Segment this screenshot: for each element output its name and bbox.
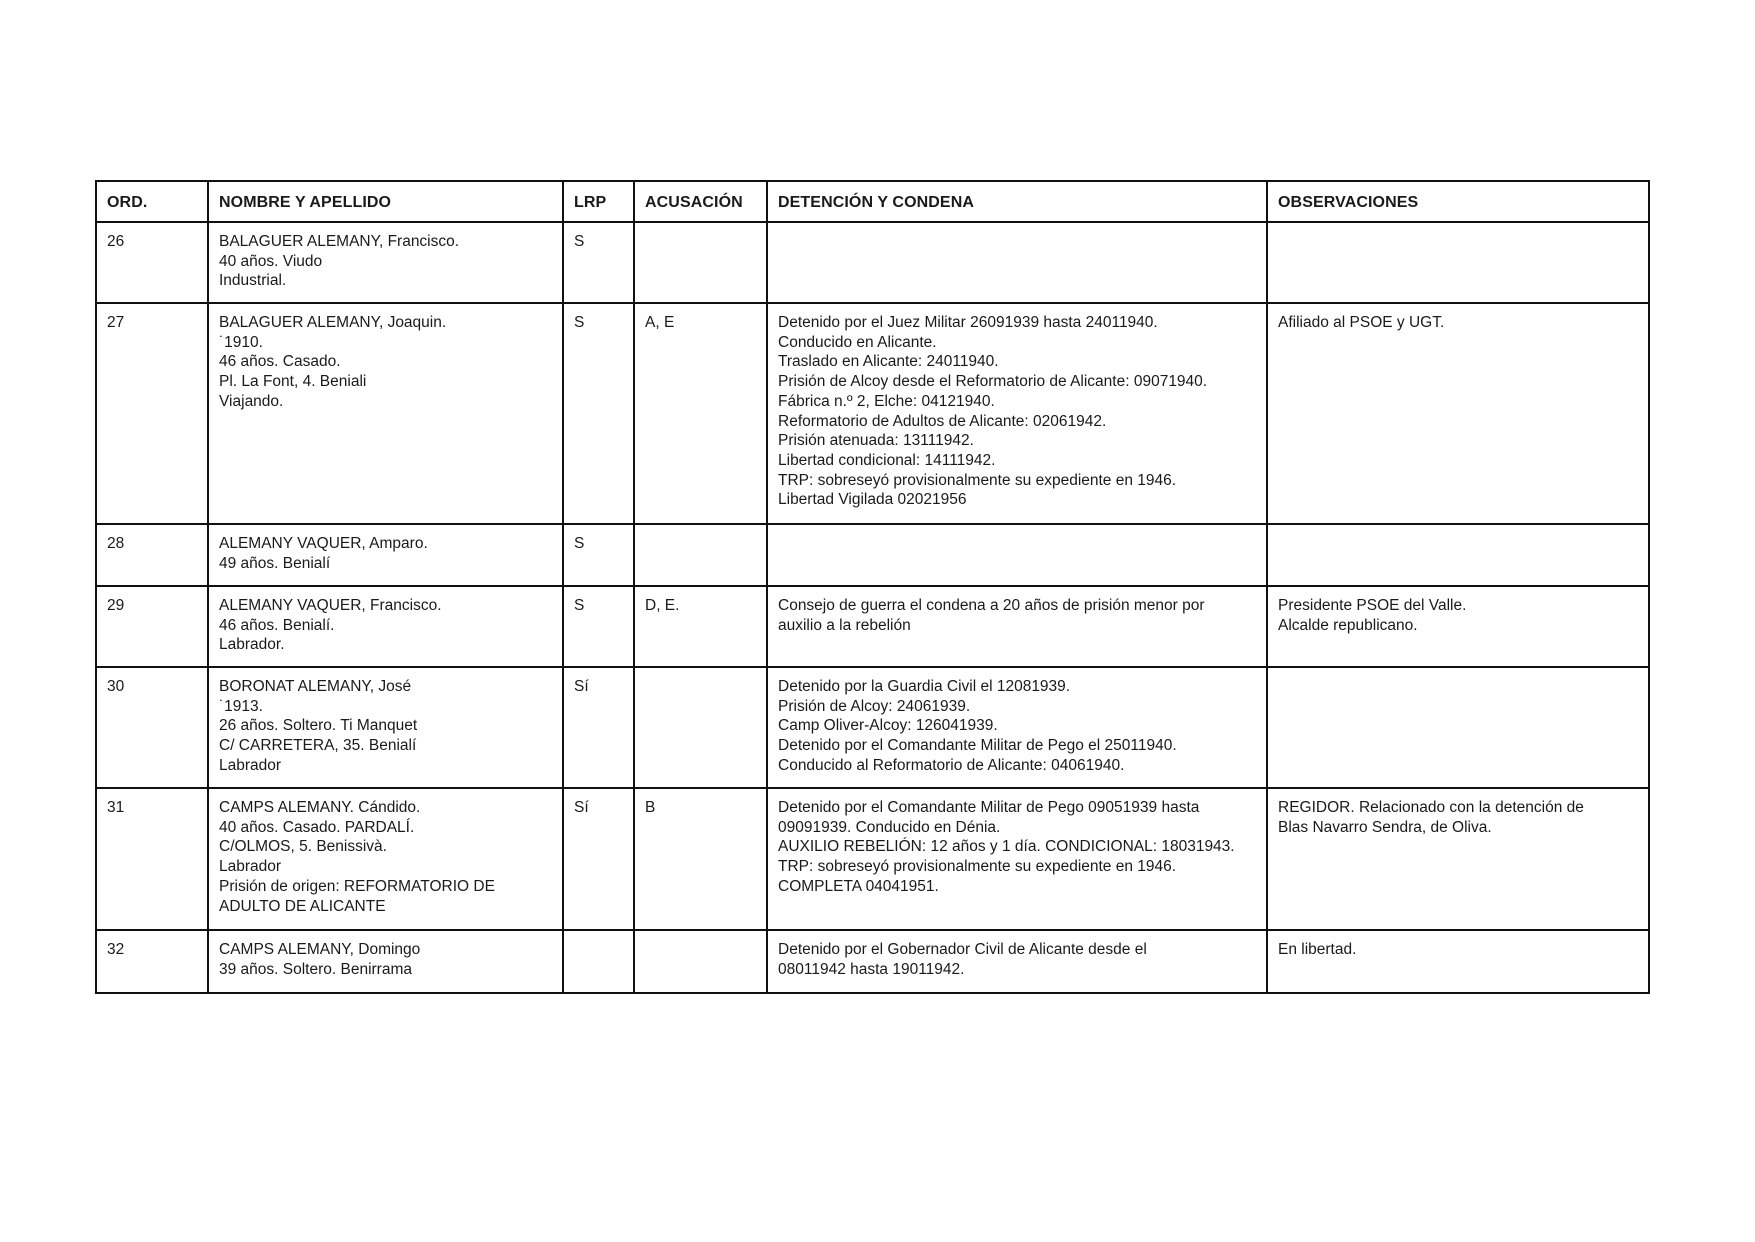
- cell-detencion-line: Detenido por el Juez Militar 26091939 hasta 24011940.: [778, 314, 1158, 331]
- cell-nombre-line: Prisión de origen: REFORMATORIO DE: [219, 877, 495, 895]
- cell-detencion-line: Detenido por el Comandante Militar de Pego el 25011940.: [778, 737, 1177, 755]
- cell-nombre: [208, 930, 563, 993]
- cell-observaciones-line: REGIDOR. Relacionado con la detención de: [1278, 799, 1584, 816]
- cell-nombre-line: ALEMANY VAQUER, Francisco.: [219, 597, 442, 614]
- cell-detencion-line: Conducido en Alicante.: [778, 333, 937, 351]
- cell-nombre-line: 40 años. Casado. PARDALÍ.: [219, 818, 415, 836]
- cell-lrp: S: [563, 222, 634, 303]
- cell-nombre-line: 26 años. Soltero. Ti Manquet: [219, 717, 418, 735]
- cell-detencion-line: TRP: sobreseyó provisionalmente su expediente en 1946.: [778, 858, 1177, 876]
- cell-nombre-line: C/ CARRETERA, 35. Benialí: [219, 737, 417, 755]
- cell-nombre-line: Pl. La Font, 4. Beniali: [219, 373, 367, 391]
- table-body: [96, 222, 1649, 993]
- cell-ord: 32: [96, 930, 208, 993]
- cell-observaciones: [1267, 524, 1649, 586]
- cell-detencion-line: Prisión atenuada: 13111942.: [778, 432, 974, 450]
- cell-detencion-line: AUXILIO REBELIÓN: 12 años y 1 día. CONDICIONAL: 18031943.: [778, 838, 1235, 856]
- cell-nombre: [208, 586, 563, 667]
- cell-detencion-line: Camp Oliver-Alcoy: 126041939.: [778, 717, 998, 735]
- cell-ord: 26: [96, 222, 208, 303]
- cell-nombre-line: ˙1910.: [219, 333, 263, 351]
- cell-lrp: S: [563, 303, 634, 524]
- cell-nombre-line: 46 años. Casado.: [219, 353, 341, 371]
- header-nombre: NOMBRE Y APELLIDO: [208, 181, 563, 222]
- header-lrp: LRP: [563, 181, 634, 222]
- cell-lrp: Sí: [563, 667, 634, 788]
- cell-nombre: [208, 788, 563, 930]
- table-row: [96, 303, 1649, 524]
- cell-nombre-line: ADULTO DE ALICANTE: [219, 897, 386, 915]
- cell-ord: 28: [96, 524, 208, 586]
- cell-detencion-line: Detenido por el Comandante Militar de Pego 09051939 hasta: [778, 799, 1200, 816]
- cell-observaciones-line: Presidente PSOE del Valle.: [1278, 597, 1467, 614]
- cell-nombre-line: CAMPS ALEMANY, Domingo: [219, 941, 421, 958]
- cell-acusacion: [634, 524, 767, 586]
- cell-nombre-line: Labrador: [219, 858, 282, 876]
- cell-detencion-line: 08011942 hasta 19011942.: [778, 960, 965, 978]
- cell-detencion: [767, 524, 1267, 586]
- cell-observaciones-line: Blas Navarro Sendra, de Oliva.: [1278, 818, 1492, 836]
- header-observaciones: OBSERVACIONES: [1267, 181, 1649, 222]
- cell-nombre-line: 40 años. Viudo: [219, 252, 323, 270]
- table-row: [96, 667, 1649, 788]
- cell-detencion: [767, 222, 1267, 303]
- cell-nombre-line: CAMPS ALEMANY. Cándido.: [219, 799, 421, 816]
- cell-nombre-line: BALAGUER ALEMANY, Joaquin.: [219, 314, 447, 331]
- cell-detencion-line: Detenido por el Gobernador Civil de Alicante desde el: [778, 941, 1147, 958]
- cell-observaciones-line: Alcalde republicano.: [1278, 616, 1418, 634]
- cell-nombre-line: BORONAT ALEMANY, José: [219, 678, 412, 695]
- cell-detencion: [767, 788, 1267, 930]
- table-row: [96, 524, 1649, 586]
- cell-nombre-line: Industrial.: [219, 272, 287, 290]
- table-row: [96, 586, 1649, 667]
- cell-detencion: [767, 303, 1267, 524]
- cell-nombre-line: ALEMANY VAQUER, Amparo.: [219, 535, 428, 552]
- cell-lrp: S: [563, 586, 634, 667]
- cell-detencion-line: COMPLETA 04041951.: [778, 877, 939, 895]
- cell-acusacion: [634, 667, 767, 788]
- records-table: [95, 180, 1650, 994]
- cell-nombre-line: 46 años. Benialí.: [219, 616, 335, 634]
- header-row: [96, 181, 1649, 222]
- cell-detencion: [767, 930, 1267, 993]
- cell-nombre-line: BALAGUER ALEMANY, Francisco.: [219, 233, 460, 250]
- cell-detencion-line: Traslado en Alicante: 24011940.: [778, 353, 999, 371]
- table-row: [96, 788, 1649, 930]
- table-row: [96, 222, 1649, 303]
- cell-acusacion: A, E: [634, 303, 767, 524]
- table-row: [96, 930, 1649, 993]
- cell-nombre-line: C/OLMOS, 5. Benissivà.: [219, 838, 387, 856]
- cell-observaciones: [1267, 788, 1649, 930]
- cell-lrp: Sí: [563, 788, 634, 930]
- cell-nombre: [208, 222, 563, 303]
- cell-detencion-line: Detenido por la Guardia Civil el 12081939.: [778, 678, 1071, 695]
- cell-observaciones: [1267, 303, 1649, 524]
- cell-ord: 30: [96, 667, 208, 788]
- cell-detencion-line: Conducido al Reformatorio de Alicante: 04061940.: [778, 756, 1125, 774]
- cell-detencion-line: auxilio a la rebelión: [778, 616, 911, 634]
- cell-detencion-line: Prisión de Alcoy: 24061939.: [778, 697, 971, 715]
- cell-nombre-line: ˙1913.: [219, 697, 263, 715]
- cell-nombre: [208, 524, 563, 586]
- cell-observaciones: [1267, 586, 1649, 667]
- cell-acusacion: B: [634, 788, 767, 930]
- cell-nombre-line: Labrador: [219, 756, 282, 774]
- cell-ord: 31: [96, 788, 208, 930]
- cell-nombre-line: Viajando.: [219, 392, 284, 410]
- cell-detencion-line: Reformatorio de Adultos de Alicante: 02061942.: [778, 412, 1107, 430]
- cell-detencion-line: Prisión de Alcoy desde el Reformatorio de Alicante: 09071940.: [778, 373, 1208, 391]
- cell-lrp: [563, 930, 634, 993]
- cell-ord: 29: [96, 586, 208, 667]
- cell-detencion-line: Libertad condicional: 14111942.: [778, 451, 996, 469]
- cell-observaciones: [1267, 930, 1649, 993]
- header-ord: ORD.: [96, 181, 208, 222]
- cell-detencion-line: Libertad Vigilada 02021956: [778, 491, 967, 509]
- cell-observaciones: [1267, 667, 1649, 788]
- cell-observaciones: [1267, 222, 1649, 303]
- cell-acusacion: [634, 930, 767, 993]
- cell-acusacion: [634, 222, 767, 303]
- cell-observaciones-line: En libertad.: [1278, 941, 1357, 958]
- cell-acusacion: D, E.: [634, 586, 767, 667]
- cell-detencion-line: 09091939. Conducido en Dénia.: [778, 818, 1001, 836]
- cell-ord: 27: [96, 303, 208, 524]
- cell-detencion-line: Consejo de guerra el condena a 20 años de prisión menor por: [778, 597, 1205, 614]
- cell-detencion: [767, 667, 1267, 788]
- cell-nombre-line: 49 años. Benialí: [219, 554, 331, 572]
- cell-lrp: S: [563, 524, 634, 586]
- cell-detencion: [767, 586, 1267, 667]
- cell-detencion-line: Fábrica n.º 2, Elche: 04121940.: [778, 392, 995, 410]
- cell-observaciones-line: Afiliado al PSOE y UGT.: [1278, 314, 1445, 331]
- cell-nombre-line: 39 años. Soltero. Benirrama: [219, 960, 412, 978]
- cell-nombre: [208, 303, 563, 524]
- cell-nombre: [208, 667, 563, 788]
- cell-detencion-line: TRP: sobreseyó provisionalmente su expediente en 1946.: [778, 471, 1177, 489]
- header-detencion: DETENCIÓN Y CONDENA: [767, 181, 1267, 222]
- header-acusacion: ACUSACIÓN: [634, 181, 767, 222]
- cell-nombre-line: Labrador.: [219, 636, 285, 654]
